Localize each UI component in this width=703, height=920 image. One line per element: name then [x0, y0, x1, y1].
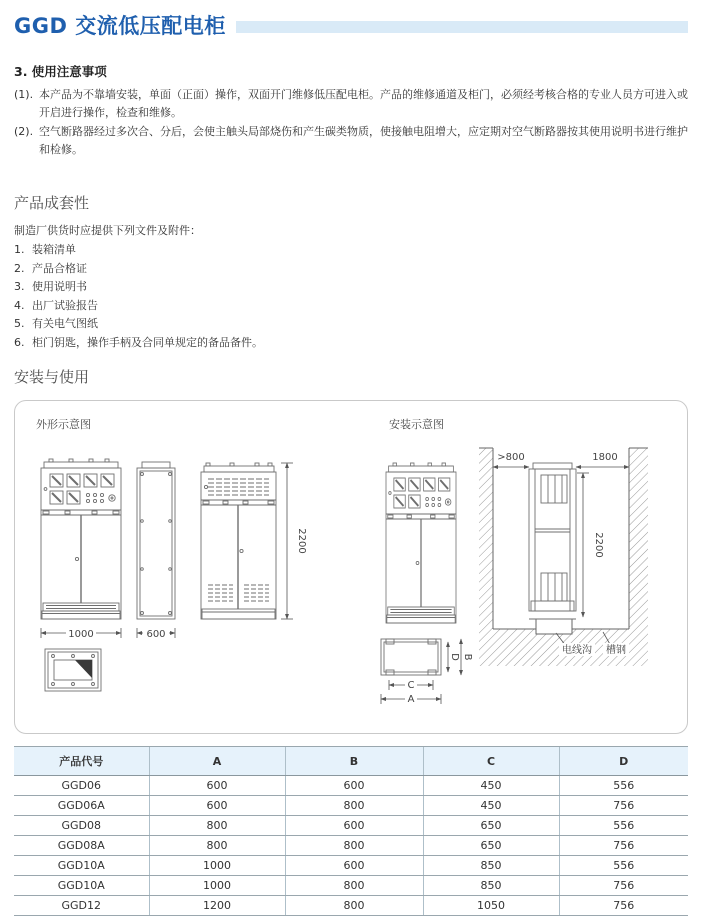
table-cell: 600 [149, 776, 285, 796]
table-cell: 650 [423, 816, 559, 836]
table-cell: GGD10A [14, 876, 149, 896]
table-cell: 756 [559, 836, 688, 856]
document-list-number: 4. [14, 298, 25, 312]
document-list-item [14, 297, 674, 316]
document-list-text: 柜门钥匙，操作手柄及合同单规定的备品备件。 [32, 335, 263, 349]
title-accent-bar [236, 21, 688, 33]
completeness-heading: 产品成套性 [14, 194, 90, 212]
diagram-panel [14, 400, 688, 734]
documents-list [14, 241, 674, 352]
table-row [14, 876, 688, 896]
table-row [14, 856, 688, 876]
document-list-text: 装箱清单 [32, 243, 76, 256]
dimensions-table [14, 746, 688, 916]
document-list-item [14, 278, 674, 297]
table-cell: 1200 [149, 896, 285, 916]
document-list-number: 5. [14, 317, 25, 330]
table-header-row [14, 747, 688, 776]
document-list-number: 3. [14, 280, 25, 293]
table-header-cell: A [149, 747, 285, 776]
dim-front-width: 1000 [68, 629, 94, 640]
page-title: GGD 交流低压配电柜 [14, 14, 226, 38]
note-number: (2). [14, 125, 34, 138]
dim-top-b: B [462, 653, 473, 661]
table-cell: 800 [285, 896, 423, 916]
table-row [14, 796, 688, 816]
dim-side-width: 600 [146, 629, 166, 640]
table-cell: GGD10A [14, 856, 149, 876]
table-cell: GGD08 [14, 816, 149, 836]
table-cell: 1000 [149, 876, 285, 896]
trench-label: 电线沟 [562, 645, 592, 656]
table-cell: 450 [423, 776, 559, 796]
table-body [14, 776, 688, 916]
table-cell: 800 [149, 836, 285, 856]
dim-top-d: D [449, 653, 460, 661]
table-row [14, 836, 688, 856]
document-list-text: 使用说明书 [32, 280, 87, 293]
table-header-cell: 产品代号 [14, 747, 149, 776]
notes-list [14, 86, 690, 160]
table-row [14, 776, 688, 796]
table-cell: 556 [559, 776, 688, 796]
document-list-number: 2. [14, 261, 25, 275]
usage-notes-heading: 3. 使用注意事项 [14, 64, 107, 79]
table-cell: 800 [149, 816, 285, 836]
dim-rear-gap: >800 [497, 452, 525, 463]
dim-height: 2200 [296, 528, 307, 554]
table-cell: 600 [149, 796, 285, 816]
dim-front-gap: 1800 [592, 452, 618, 463]
table-row [14, 816, 688, 836]
channel-label: 槽钢 [606, 645, 626, 656]
document-list-item [14, 241, 674, 260]
table-cell: 850 [423, 856, 559, 876]
table-cell: 756 [559, 796, 688, 816]
table-cell: GGD06A [14, 796, 149, 816]
document-list-item [14, 260, 674, 279]
note-number: (1). [14, 88, 34, 101]
document-list-text: 出厂试验报告 [32, 298, 98, 312]
table-cell: 756 [559, 876, 688, 896]
table-cell: 800 [285, 876, 423, 896]
table-header-cell: C [423, 747, 559, 776]
table-cell: 850 [423, 876, 559, 896]
table-cell: GGD06 [14, 776, 149, 796]
table-cell: 800 [285, 796, 423, 816]
document-list-item [14, 315, 674, 334]
document-list-text: 有关电气图纸 [32, 317, 98, 330]
document-list-number: 1. [14, 243, 25, 256]
dim-top-a: A [407, 694, 415, 705]
document-list-text: 产品合格证 [32, 261, 87, 275]
note-text: 空气断路器经过多次合、分后，会使主触头局部烧伤和产生碳类物质，使接触电阻增大，应定期对空气断路器按其使用说明书进行维护和检修。 [39, 125, 688, 156]
table-row [14, 896, 688, 916]
document-list-number: 6. [14, 335, 25, 349]
note-text: 本产品为不靠墙安装，单面（正面）操作，双面开门维修低压配电柜。产品的维修通道及柜门，必须经考核合格的专业人员方可进入或开启进行操作，检查和维修。 [39, 88, 688, 119]
table-cell: 800 [285, 836, 423, 856]
note-item [14, 86, 690, 122]
table-header-cell: B [285, 747, 423, 776]
installation-heading: 安装与使用 [14, 368, 90, 386]
table-cell: 650 [423, 836, 559, 856]
table-cell: 556 [559, 856, 688, 876]
table-cell: 600 [285, 776, 423, 796]
table-cell: 1050 [423, 896, 559, 916]
table-cell: GGD08A [14, 836, 149, 856]
table-cell: 756 [559, 896, 688, 916]
technical-drawing [15, 401, 687, 733]
completeness-intro: 制造厂供货时应提供下列文件及附件： [14, 224, 201, 237]
install-diagram-label: 安装示意图 [389, 418, 444, 431]
table-cell: 600 [285, 856, 423, 876]
table-cell: 556 [559, 816, 688, 836]
dim-top-c: C [407, 680, 415, 691]
document-list-item [14, 334, 674, 353]
table-header-cell: D [559, 747, 688, 776]
note-item [14, 123, 690, 159]
table-cell: 1000 [149, 856, 285, 876]
table-cell: 450 [423, 796, 559, 816]
outline-diagram-label: 外形示意图 [36, 418, 91, 431]
table-cell: GGD12 [14, 896, 149, 916]
dim-install-height: 2200 [593, 532, 604, 558]
table-cell: 600 [285, 816, 423, 836]
